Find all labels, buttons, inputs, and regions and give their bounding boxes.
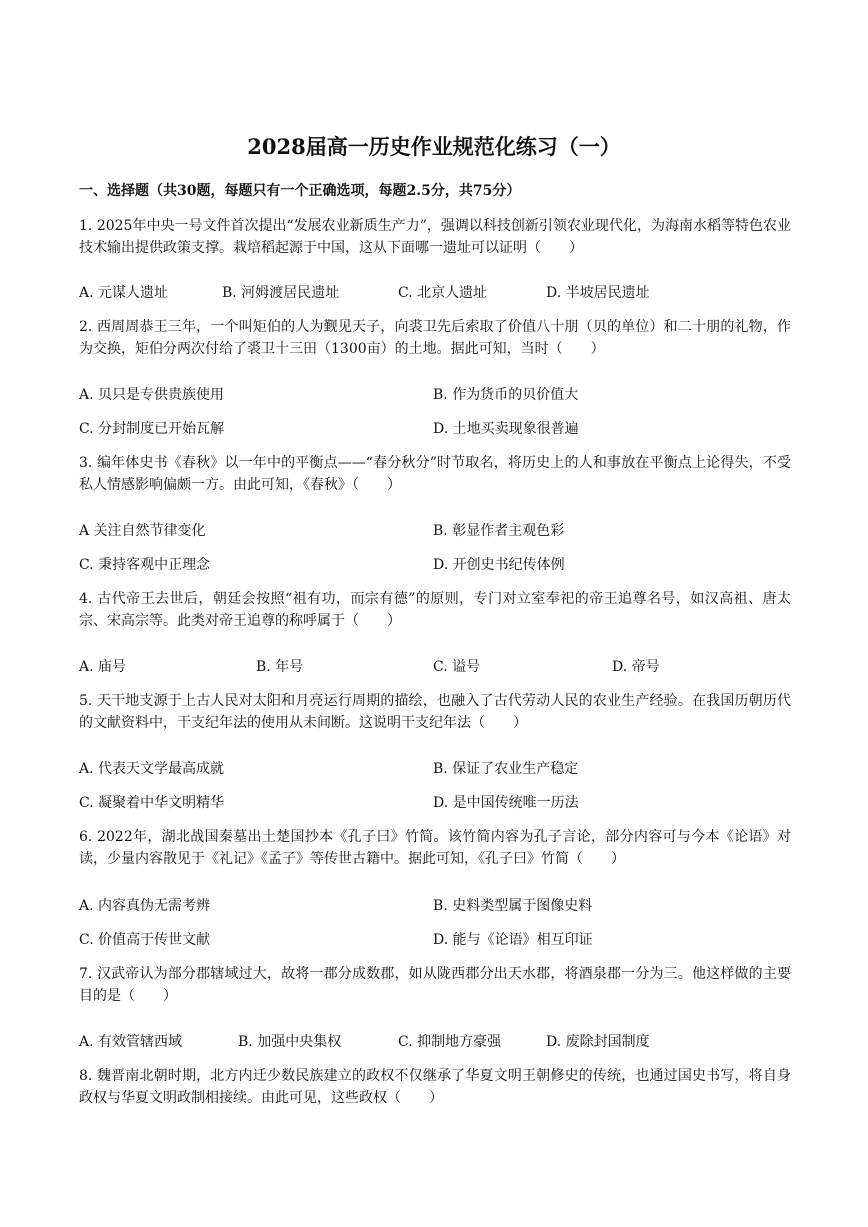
question-6-option-c: C. 价值高于传世文献 <box>79 932 211 948</box>
question-4-option-b: B. 年号 <box>256 659 304 675</box>
question-2-option-b: B. 作为货币的贝价值大 <box>433 387 579 403</box>
question-3-option-b: B. 彰显作者主观色彩 <box>433 523 565 539</box>
question-7-option-a: A. 有效管辖西域 <box>79 1034 183 1050</box>
question-5-stem: 5. 天干地支源于上古人民对太阳和月亮运行周期的描绘，也融入了古代劳动人民的农业生产经验。在我国历朝历代的文献资料中，干支纪年法的使用从未间断。这说明干支纪年法（ ） <box>79 693 791 731</box>
question-1-option-d: D. 半坡居民遗址 <box>546 285 650 301</box>
question-6-option-b: B. 史料类型属于图像史料 <box>433 898 593 914</box>
question-2-option-d: D. 土地买卖现象很普遍 <box>433 421 579 437</box>
question-5-option-d: D. 是中国传统唯一历法 <box>433 795 579 811</box>
question-1-option-c: C. 北京人遗址 <box>398 285 488 301</box>
page-title: 2028届高一历史作业规范化练习（一） <box>247 134 621 159</box>
question-4-option-c: C. 谥号 <box>433 659 481 675</box>
question-4-option-d: D. 帝号 <box>612 659 660 675</box>
question-2-option-c: C. 分封制度已开始瓦解 <box>79 421 225 437</box>
question-7-option-d: D. 废除封国制度 <box>546 1034 650 1050</box>
question-5-option-a: A. 代表天文学最高成就 <box>79 761 225 777</box>
question-3-option-d: D. 开创史书纪传体例 <box>433 557 565 573</box>
question-7-option-c: C. 抑制地方豪强 <box>398 1034 502 1050</box>
question-3-stem: 3. 编年体史书《春秋》以一年中的平衡点——“春分秋分”时节取名，将历史上的人和事放在平衡点上论得失，不受私人情感影响偏颇一方。由此可知，《春秋》（ ） <box>79 455 791 493</box>
question-3-option-c: C. 秉持客观中正理念 <box>79 557 211 573</box>
question-2-option-a: A. 贝只是专供贵族使用 <box>79 387 225 403</box>
question-3-option-a: A 关注自然节律变化 <box>79 523 206 539</box>
question-5-option-b: B. 保证了农业生产稳定 <box>433 761 579 777</box>
question-1-stem: 1. 2025年中央一号文件首次提出“发展农业新质生产力”，强调以科技创新引领农业现代化，为海南水稻等特色农业技术输出提供政策支撑。栽培稻起源于中国，这从下面哪一遗址可以证明（ ） <box>79 218 791 256</box>
question-4-stem: 4. 古代帝王去世后，朝廷会按照“祖有功，而宗有德”的原则，专门对立室奉祀的帝王追尊名号，如汉高祖、唐太宗、宋高宗等。此类对帝王追尊的称呼属于（ ） <box>79 591 791 629</box>
question-1-option-b: B. 河姆渡居民遗址 <box>222 285 340 301</box>
question-1-option-a: A. 元谋人遗址 <box>79 285 169 301</box>
question-8-stem: 8. 魏晋南北朝时期，北方内迁少数民族建立的政权不仅继承了华夏文明王朝修史的传统，也通过国史书写，将自身政权与华夏文明政制相接续。由此可见，这些政权（ ） <box>79 1068 791 1106</box>
question-7-stem: 7. 汉武帝认为部分郡辖域过大，故将一郡分成数郡，如从陇西郡分出天水郡，将酒泉郡一分为三。他这样做的主要目的是（ ） <box>79 966 791 1004</box>
question-4-option-a: A. 庙号 <box>79 659 127 675</box>
question-6-option-a: A. 内容真伪无需考辨 <box>79 898 211 914</box>
section-heading: 一、选择题（共30题，每题只有一个正确选项，每题2.5分，共75分） <box>79 183 521 199</box>
question-5-option-c: C. 凝聚着中华文明精华 <box>79 795 225 811</box>
question-2-stem: 2. 西周周恭王三年，一个叫矩伯的人为觐见天子，向裘卫先后索取了价值八十朋（贝的单位）和二十朋的礼物，作为交换，矩伯分两次付给了裘卫十三田（1300亩）的土地。据此可知，当时（ ） <box>79 319 791 357</box>
question-6-option-d: D. 能与《论语》相互印证 <box>433 932 593 948</box>
question-6-stem: 6. 2022年，湖北战国秦墓出土楚国抄本《孔子曰》竹简。该竹简内容为孔子言论，部分内容可与今本《论语》对读，少量内容散见于《礼记》《孟子》等传世古籍中。据此可知，《孔子曰》竹简（ ） <box>79 829 791 867</box>
question-7-option-b: B. 加强中央集权 <box>238 1034 342 1050</box>
